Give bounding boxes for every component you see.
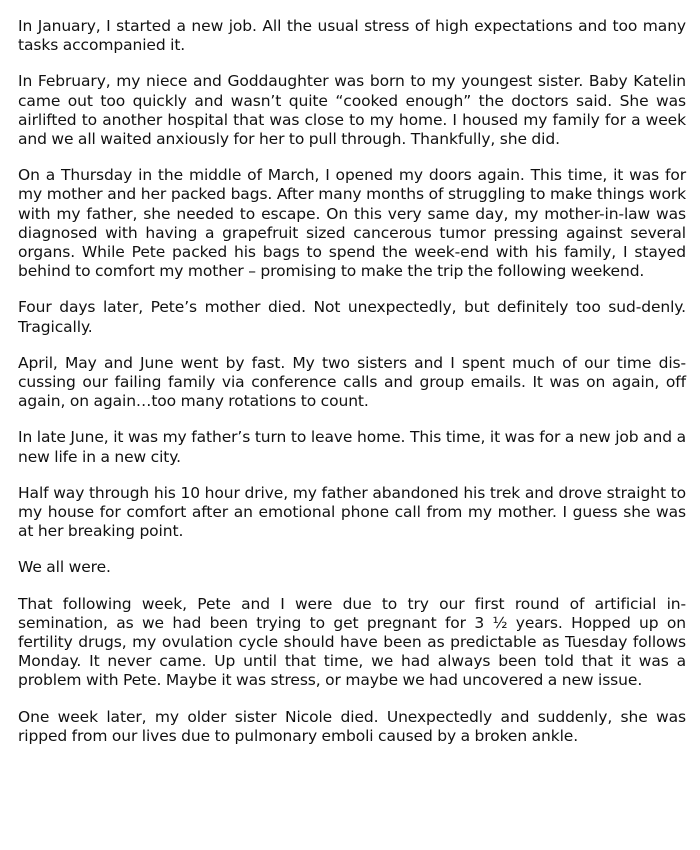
paragraph-one-week-later: One week later, my older sister Nicole died. Unexpectedly and suddenly, she was ripped from our lives due to pulmonary emboli caused by a broken ankle. [18, 707, 686, 745]
paragraph-march: On a Thursday in the middle of March, I opened my doors again. This time, it was for my mother and her packed bags. After many months of struggling to make things work with my father, she needed to escape. On this very same day, my mother-in-law was diagnosed with having a grapefruit sized cancerous tumor pressing against several organs. While Pete packed his bags to spend the week-end with his family, I stayed behind to comfort my mother – promising to make the trip the following weekend. [18, 166, 686, 281]
paragraph-we-all-were: We all were. [18, 558, 111, 577]
paragraph-four-days-later: Four days later, Pete’s mother died. Not unexpectedly, but definitely too sud-denly. Tragically. [18, 298, 686, 336]
document-body [18, 17, 686, 763]
paragraph-following-week: That following week, Pete and I were due to try our first round of artificial in-semination, as we had been trying to get pregnant for 3 ½ years. Hopped up on fertility drugs, my ovulation cycle should have been as predictable as Tuesday follows Monday. It never came. Up until that time, we had always been told that it was a problem with Pete. Maybe it was stress, or maybe we had uncovered a new issue. [18, 594, 686, 690]
paragraph-half-way: Half way through his 10 hour drive, my father abandoned his trek and drove straight to my house for comfort after an emotional phone call from my mother. I guess she was at her breaking point. [18, 483, 686, 541]
paragraph-february: In February, my niece and Goddaughter was born to my youngest sister. Baby Katelin came out too quickly and wasn’t quite “cooked enough” the doctors said. She was airlifted to another hospital that was close to my home. I housed my family for a week and we all waited anxiously for her to pull through. Thankfully, she did. [18, 72, 686, 149]
paragraph-january: In January, I started a new job. All the usual stress of high expectations and too many tasks accompanied it. [18, 17, 686, 55]
paragraph-april-may-june: April, May and June went by fast. My two sisters and I spent much of our time dis-cussing our failing family via conference calls and group emails. It was on again, off again, on again…too many rotations to count. [18, 353, 686, 411]
paragraph-late-june: In late June, it was my father’s turn to leave home. This time, it was for a new job and a new life in a new city. [18, 428, 686, 466]
